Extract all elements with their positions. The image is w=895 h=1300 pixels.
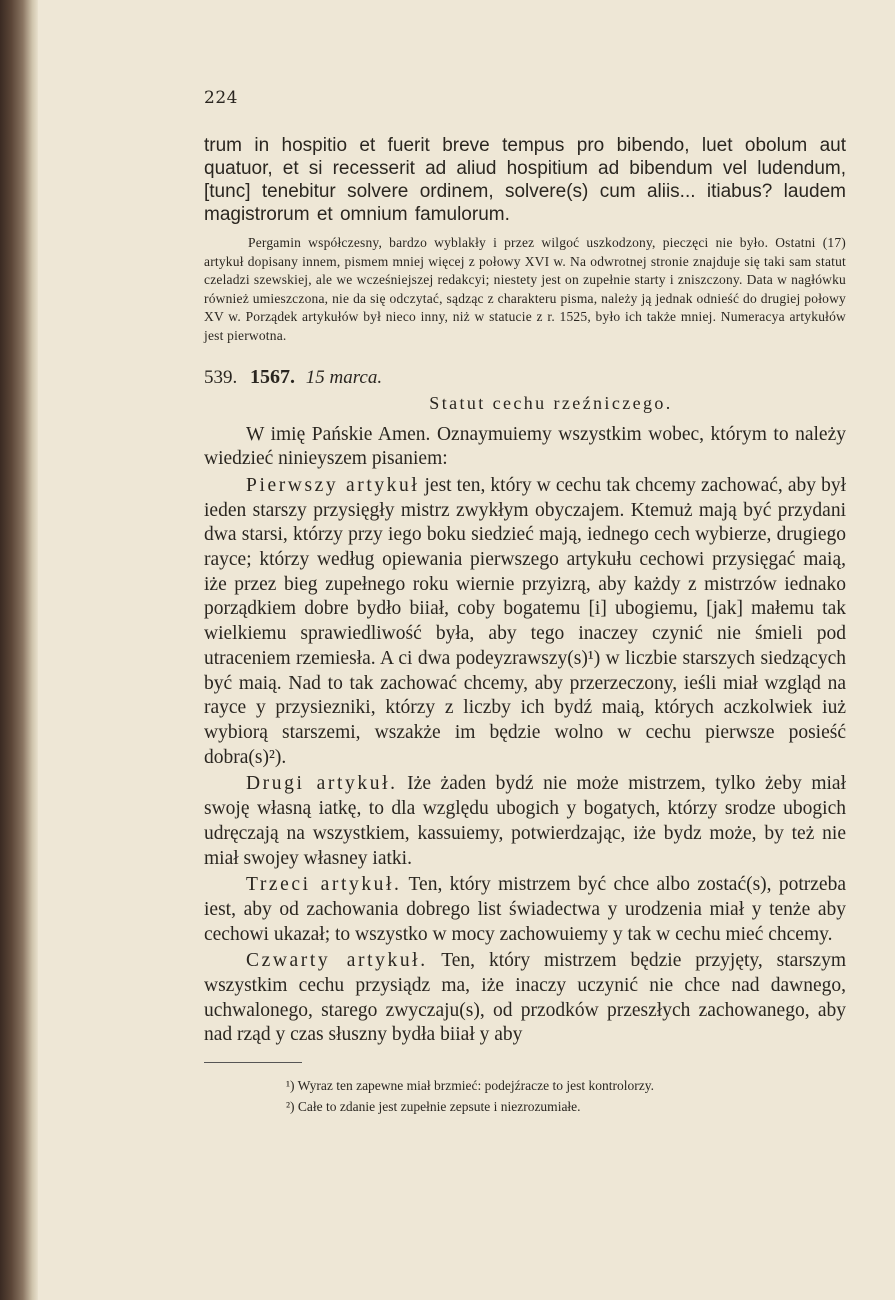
document-heading xyxy=(204,366,846,389)
book-page xyxy=(38,0,895,1300)
paragraph-text: Iże żaden bydź nie może mistrzem, tylko żeby miał swoję własną iatkę, to dla względu ubogich y bogatych, którzy srodze ubogich udręczają na wszystkiem, kassuiemy, potwierdzając, iże bydz może, by też nie miał swojey własney iatki. xyxy=(204,773,846,869)
article-heading: Czwarty artykuł. xyxy=(246,950,428,972)
footnote-divider xyxy=(204,1062,302,1063)
document-number: 539. xyxy=(204,366,238,388)
paragraph-text: Ten, który mistrzem być chce albo zostać(s), potrzeba iest, aby od zachowania dobrego list świadectwa y urodzenia miał y tenże aby cechowi ukazał; to wszystko w mocy zachowuiemy y tak w cechu mieć chcemy. xyxy=(204,874,846,945)
article-heading: Pierwszy artykuł xyxy=(246,474,420,496)
document-year: 1567. xyxy=(250,365,295,388)
article-heading: Drugi artykuł. xyxy=(246,773,398,795)
continuation-text: trum in hospitio et fuerit breve tempus pro bibendo, luet obolum aut quatuor, et si recesserit ad aliud hospitium ad bibendum vel ludendum, [tunc] tenebitur solvere ordinem, solvere(s) cum aliis... itiabus? laudem magistrorum et omnium famulorum. xyxy=(204,135,846,225)
footnote-1: ¹) Wyraz ten zapewne miał brzmieć: podejźracze to jest kontrolorzy. xyxy=(286,1078,654,1094)
article-heading: Trzeci artykuł. xyxy=(246,874,402,896)
page-content xyxy=(204,88,846,1117)
document-title: Statut cechu rzeźniczego. xyxy=(429,392,673,413)
paragraph-article-4 xyxy=(204,949,846,1048)
paragraph-text: Ten, który mistrzem będzie przyjęty, starszym wszystkim cechu przysiądz ma, iże inaczy uczynić nie chce nad dawnego, uchwalonego, starego zwyczaju(s), od przodków przeszłych zachowanego, aby nad rząd y czas słuszny bydła biiał y aby xyxy=(204,950,846,1046)
footnote-2: ²) Całe to zdanie jest zupełnie zepsute i niezrozumiałe. xyxy=(286,1099,581,1115)
editorial-note: Pergamin współczesny, bardzo wyblakły i przez wilgoć uszkodzony, pieczęci nie było. Ostatni (17) artykuł dopisany innem, pismem mniej więcej z połowy XVI w. Na odwrotnej stronie znajduje się taki sam statut czeladzi szewskiej, ale we wcześniejszej redakcyi; niestety jest on zupełnie starty i zniszczony. Data w nagłówku również umieszczona, nie da się odczytać, sądząc z charakteru pisma, należy ją jednak odnieść do drugiej połowy XV w. Porządek artykułów był nieco inny, niż w statucie z r. 1525, było ich także mniej. Numeracya artykułów jest pierwotna. xyxy=(204,235,846,343)
paragraph-article-2 xyxy=(204,772,846,871)
document-body xyxy=(204,423,846,1049)
paragraph-text: W imię Pańskie Amen. Oznaymuiemy wszystkim wobec, którym to należy wiedzieć ninieyszem pisaniem: xyxy=(204,423,846,470)
paragraph-text: jest ten, który w cechu tak chcemy zachować, aby był ieden starszy przysięgły mistrz zwykłym obyczajem. Ktemuż mają być przydani dwa starsi, którzy przy iego boku siedzieć mają, iednego cech wybierze, drugiego rayce; którzy według opiewania pierwszego artykułu cechowi przysięgać maią, iże przez bieg zupełnego roku wiernie przyizrą, aby każdy z mistrzów iednako porządkiem dobre bydło biiał, coby bogatemu [i] ubogiemu, [jak] małemu tak wielkiemu sprawiedliwość była, aby tego inaczey czynić nie śmieli pod utraceniem rzemiesła. A ci dwa podeyzrawszy(s)¹) w liczbie starszych siedzących być maią. Nad to tak zachować chcemy, aby przerzeczony, ieśli miał wzgląd na rayce y przysiezniki, którzy z liczby ich bydź maią, których aczkolwiek iuż wybiorą starszemi, wszakże im będzie wolno w cechu pierwsze posieść dobra(s)²). xyxy=(204,474,846,768)
document-date: 15 marca. xyxy=(305,366,383,388)
paragraph-invocation xyxy=(204,423,846,472)
page-number: 224 xyxy=(204,88,238,108)
paragraph-article-3 xyxy=(204,873,846,947)
book-binding-edge xyxy=(0,0,38,1300)
paragraph-article-1 xyxy=(204,474,846,770)
